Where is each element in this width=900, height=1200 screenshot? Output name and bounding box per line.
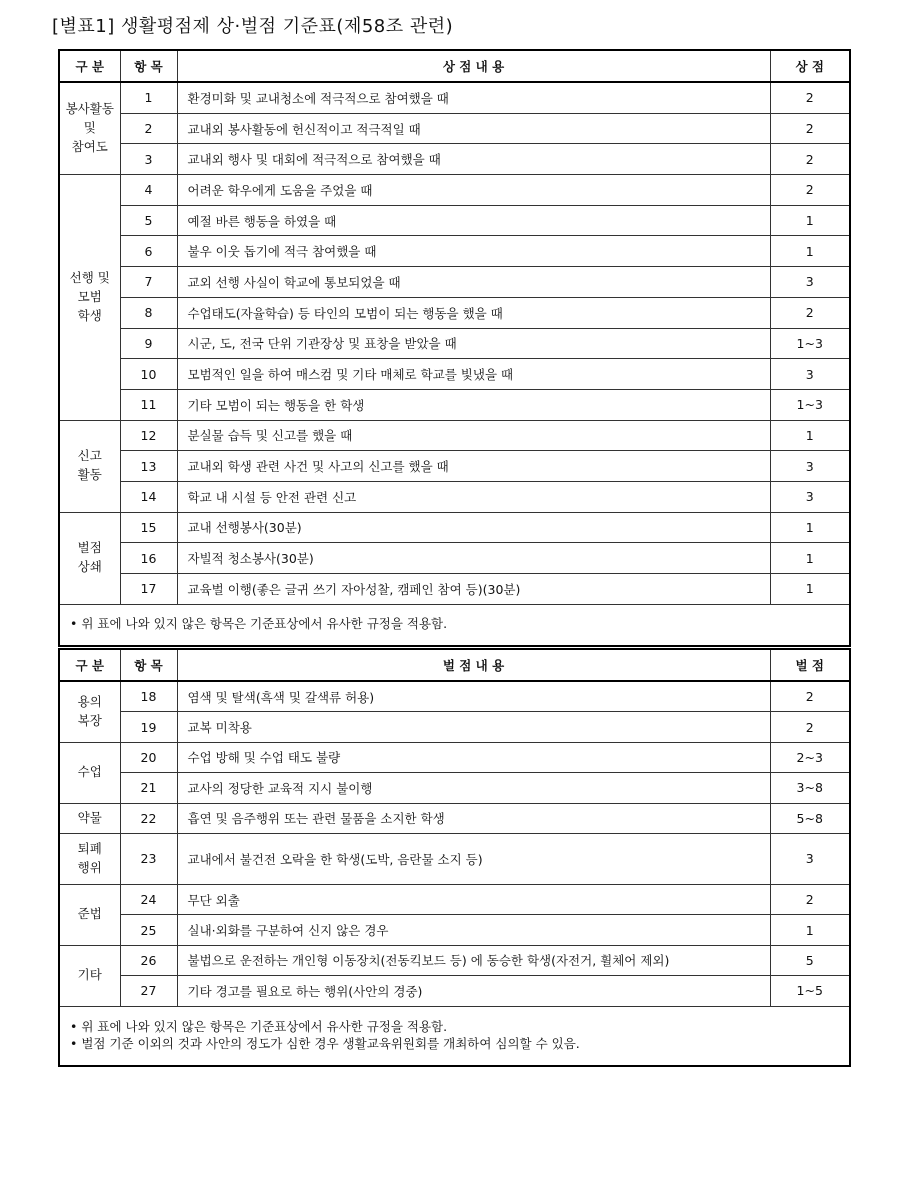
demerit-item-points: 1 xyxy=(770,915,850,945)
demerit-row xyxy=(59,945,850,975)
merit-item-points: 3 xyxy=(770,451,850,482)
demerit-item-description: 염색 및 탈색(흑색 및 갈색류 허용) xyxy=(177,681,770,712)
merit-row xyxy=(59,144,850,175)
demerit-row xyxy=(59,681,850,712)
merit-row xyxy=(59,82,850,113)
merit-item-description: 교내외 학생 관련 사건 및 사고의 신고를 했을 때 xyxy=(177,451,770,482)
merit-item-points: 2 xyxy=(770,113,850,144)
demerit-item-description: 교복 미착용 xyxy=(177,712,770,742)
merit-notes xyxy=(59,604,850,646)
demerit-note-line: • 벌점 기준 이외의 것과 사안의 정도가 심한 경우 생활교육위원회를 개최하여 심의할 수 있음. xyxy=(70,1035,580,1051)
merit-item-description: 교내 선행봉사(30분) xyxy=(177,512,770,543)
merit-item-points: 1~3 xyxy=(770,328,850,359)
merit-header-points: 상 점 xyxy=(770,50,850,82)
merit-category-cell xyxy=(59,175,120,421)
demerit-item-description: 불법으로 운전하는 개인형 이동장치(전동킥보드 등) 에 동승한 학생(자전거, 휠체어 제외) xyxy=(177,945,770,975)
demerit-item-description: 기타 경고를 필요로 하는 행위(사안의 경중) xyxy=(177,976,770,1006)
demerit-notes xyxy=(59,1006,850,1066)
merit-item-number: 16 xyxy=(120,543,177,574)
merit-category-line: 활동 xyxy=(77,467,102,483)
demerit-category-line: 용의 xyxy=(77,694,102,710)
demerit-category-line: 준법 xyxy=(77,906,102,922)
merit-item-description: 모범적인 일을 하여 매스컴 및 기타 매체로 학교를 빛냈을 때 xyxy=(177,359,770,390)
merit-item-description: 교외 선행 사실이 학교에 통보되었을 때 xyxy=(177,267,770,298)
merit-item-points: 2 xyxy=(770,144,850,175)
document-title: [별표1] 생활평점제 상·벌점 기준표(제58조 관련) xyxy=(52,16,454,37)
merit-item-number: 10 xyxy=(120,359,177,390)
merit-item-number: 14 xyxy=(120,481,177,512)
merit-row xyxy=(59,451,850,482)
demerit-item-points: 3 xyxy=(770,833,850,884)
merit-category-line: 봉사활동 xyxy=(65,101,114,117)
merit-item-number: 4 xyxy=(120,175,177,206)
merit-item-points: 1 xyxy=(770,574,850,605)
merit-item-points: 1 xyxy=(770,512,850,543)
demerit-item-number: 25 xyxy=(120,915,177,945)
merit-item-points: 1 xyxy=(770,236,850,267)
demerit-row xyxy=(59,742,850,772)
merit-category-cell xyxy=(59,512,120,604)
demerit-category-line: 기타 xyxy=(77,967,102,983)
merit-header-row xyxy=(59,50,850,82)
merit-item-number: 6 xyxy=(120,236,177,267)
demerit-header-content: 벌 점 내 용 xyxy=(177,649,770,681)
demerit-header-item: 항 목 xyxy=(120,649,177,681)
merit-item-description: 예절 바른 행동을 하였을 때 xyxy=(177,205,770,236)
merit-item-number: 1 xyxy=(120,82,177,113)
merit-header-item: 항 목 xyxy=(120,50,177,82)
demerit-item-number: 19 xyxy=(120,712,177,742)
merit-item-points: 1~3 xyxy=(770,389,850,420)
demerit-row xyxy=(59,803,850,833)
merit-item-description: 기타 모범이 되는 행동을 한 학생 xyxy=(177,389,770,420)
demerit-item-number: 21 xyxy=(120,773,177,803)
merit-header-content: 상 점 내 용 xyxy=(177,50,770,82)
merit-item-description: 분실물 습득 및 신고를 했을 때 xyxy=(177,420,770,451)
demerit-header-row xyxy=(59,649,850,681)
demerit-item-description: 수업 방해 및 수업 태도 불량 xyxy=(177,742,770,772)
merit-item-number: 12 xyxy=(120,420,177,451)
demerit-item-points: 2 xyxy=(770,712,850,742)
demerit-header-points: 벌 점 xyxy=(770,649,850,681)
demerit-category-line: 약물 xyxy=(77,809,102,825)
demerit-item-points: 3~8 xyxy=(770,773,850,803)
merit-item-description: 환경미화 및 교내청소에 적극적으로 참여했을 때 xyxy=(177,82,770,113)
demerit-row xyxy=(59,833,850,884)
merit-item-points: 2 xyxy=(770,175,850,206)
merit-category-line: 선행 및 xyxy=(69,270,110,286)
demerit-category-line: 행위 xyxy=(77,859,102,875)
demerit-item-points: 1~5 xyxy=(770,976,850,1006)
merit-row xyxy=(59,389,850,420)
merit-row xyxy=(59,267,850,298)
demerit-item-number: 20 xyxy=(120,742,177,772)
merit-row xyxy=(59,205,850,236)
demerit-points-table xyxy=(58,648,851,1067)
merit-row xyxy=(59,481,850,512)
merit-row xyxy=(59,574,850,605)
demerit-note-line: • 위 표에 나와 있지 않은 항목은 기준표상에서 유사한 규정을 적용함. xyxy=(70,1018,448,1034)
demerit-item-points: 2~3 xyxy=(770,742,850,772)
merit-row xyxy=(59,236,850,267)
merit-row xyxy=(59,543,850,574)
demerit-item-points: 2 xyxy=(770,681,850,712)
merit-item-number: 13 xyxy=(120,451,177,482)
merit-category-line: 모범 xyxy=(77,288,102,304)
merit-item-points: 2 xyxy=(770,297,850,328)
merit-item-description: 교내외 행사 및 대회에 적극적으로 참여했을 때 xyxy=(177,144,770,175)
demerit-category-cell xyxy=(59,884,120,945)
merit-row xyxy=(59,420,850,451)
demerit-category-cell xyxy=(59,681,120,742)
merit-item-description: 학교 내 시설 등 안전 관련 신고 xyxy=(177,481,770,512)
merit-item-number: 7 xyxy=(120,267,177,298)
merit-category-line: 및 xyxy=(83,120,96,136)
merit-category-line: 상쇄 xyxy=(77,559,102,575)
merit-item-points: 2 xyxy=(770,82,850,113)
merit-item-description: 어려운 학우에게 도움을 주었을 때 xyxy=(177,175,770,206)
demerit-item-number: 26 xyxy=(120,945,177,975)
merit-item-points: 1 xyxy=(770,543,850,574)
merit-item-number: 8 xyxy=(120,297,177,328)
demerit-notes-row xyxy=(59,1006,850,1066)
demerit-category-line: 퇴폐 xyxy=(77,841,102,857)
merit-notes-row xyxy=(59,604,850,646)
merit-item-number: 2 xyxy=(120,113,177,144)
merit-row xyxy=(59,113,850,144)
merit-category-line: 참여도 xyxy=(71,138,108,154)
demerit-item-description: 교내에서 불건전 오락을 한 학생(도박, 음란물 소지 등) xyxy=(177,833,770,884)
merit-category-line: 벌점 xyxy=(77,540,102,556)
demerit-row xyxy=(59,773,850,803)
merit-note-line: • 위 표에 나와 있지 않은 항목은 기준표상에서 유사한 규정을 적용함. xyxy=(70,616,448,632)
merit-row xyxy=(59,297,850,328)
demerit-row xyxy=(59,712,850,742)
merit-row xyxy=(59,328,850,359)
demerit-item-points: 5 xyxy=(770,945,850,975)
merit-item-description: 교내외 봉사활동에 헌신적이고 적극적일 때 xyxy=(177,113,770,144)
demerit-item-description: 흡연 및 음주행위 또는 관련 물품을 소지한 학생 xyxy=(177,803,770,833)
demerit-category-cell xyxy=(59,742,120,803)
merit-header-category: 구 분 xyxy=(59,50,120,82)
demerit-row xyxy=(59,884,850,914)
merit-item-points: 3 xyxy=(770,267,850,298)
merit-category-line: 학생 xyxy=(77,307,102,323)
merit-item-number: 3 xyxy=(120,144,177,175)
merit-item-points: 1 xyxy=(770,420,850,451)
merit-item-description: 불우 이웃 돕기에 적극 참여했을 때 xyxy=(177,236,770,267)
demerit-item-points: 5~8 xyxy=(770,803,850,833)
demerit-item-number: 24 xyxy=(120,884,177,914)
merit-category-cell xyxy=(59,82,120,175)
demerit-category-cell xyxy=(59,803,120,833)
merit-category-cell xyxy=(59,420,120,512)
demerit-item-points: 2 xyxy=(770,884,850,914)
demerit-item-number: 23 xyxy=(120,833,177,884)
demerit-header-category: 구 분 xyxy=(59,649,120,681)
merit-item-description: 수업태도(자율학습) 등 타인의 모범이 되는 행동을 했을 때 xyxy=(177,297,770,328)
merit-item-number: 17 xyxy=(120,574,177,605)
demerit-category-line: 복장 xyxy=(77,712,102,728)
merit-points-table xyxy=(58,49,851,647)
merit-item-description: 자빌적 청소봉사(30분) xyxy=(177,543,770,574)
merit-item-description: 교육벌 이행(좋은 글귀 쓰기 자아성찰, 캠페인 참여 등)(30분) xyxy=(177,574,770,605)
demerit-category-cell xyxy=(59,945,120,1006)
merit-row xyxy=(59,359,850,390)
demerit-item-description: 무단 외출 xyxy=(177,884,770,914)
merit-row xyxy=(59,175,850,206)
merit-item-points: 3 xyxy=(770,481,850,512)
merit-row xyxy=(59,512,850,543)
merit-item-number: 11 xyxy=(120,389,177,420)
demerit-item-number: 18 xyxy=(120,681,177,712)
demerit-body xyxy=(59,681,850,1006)
merit-item-number: 5 xyxy=(120,205,177,236)
demerit-item-description: 실내·외화를 구분하여 신지 않은 경우 xyxy=(177,915,770,945)
demerit-item-number: 22 xyxy=(120,803,177,833)
demerit-item-number: 27 xyxy=(120,976,177,1006)
merit-body xyxy=(59,82,850,604)
merit-item-points: 3 xyxy=(770,359,850,390)
merit-item-description: 시군, 도, 전국 단위 기관장상 및 표창을 받았을 때 xyxy=(177,328,770,359)
merit-item-points: 1 xyxy=(770,205,850,236)
merit-category-line: 신고 xyxy=(77,448,102,464)
merit-item-number: 15 xyxy=(120,512,177,543)
demerit-category-cell xyxy=(59,833,120,884)
demerit-row xyxy=(59,915,850,945)
demerit-category-line: 수업 xyxy=(77,764,102,780)
merit-item-number: 9 xyxy=(120,328,177,359)
demerit-item-description: 교사의 정당한 교육적 지시 불이행 xyxy=(177,773,770,803)
demerit-row xyxy=(59,976,850,1006)
